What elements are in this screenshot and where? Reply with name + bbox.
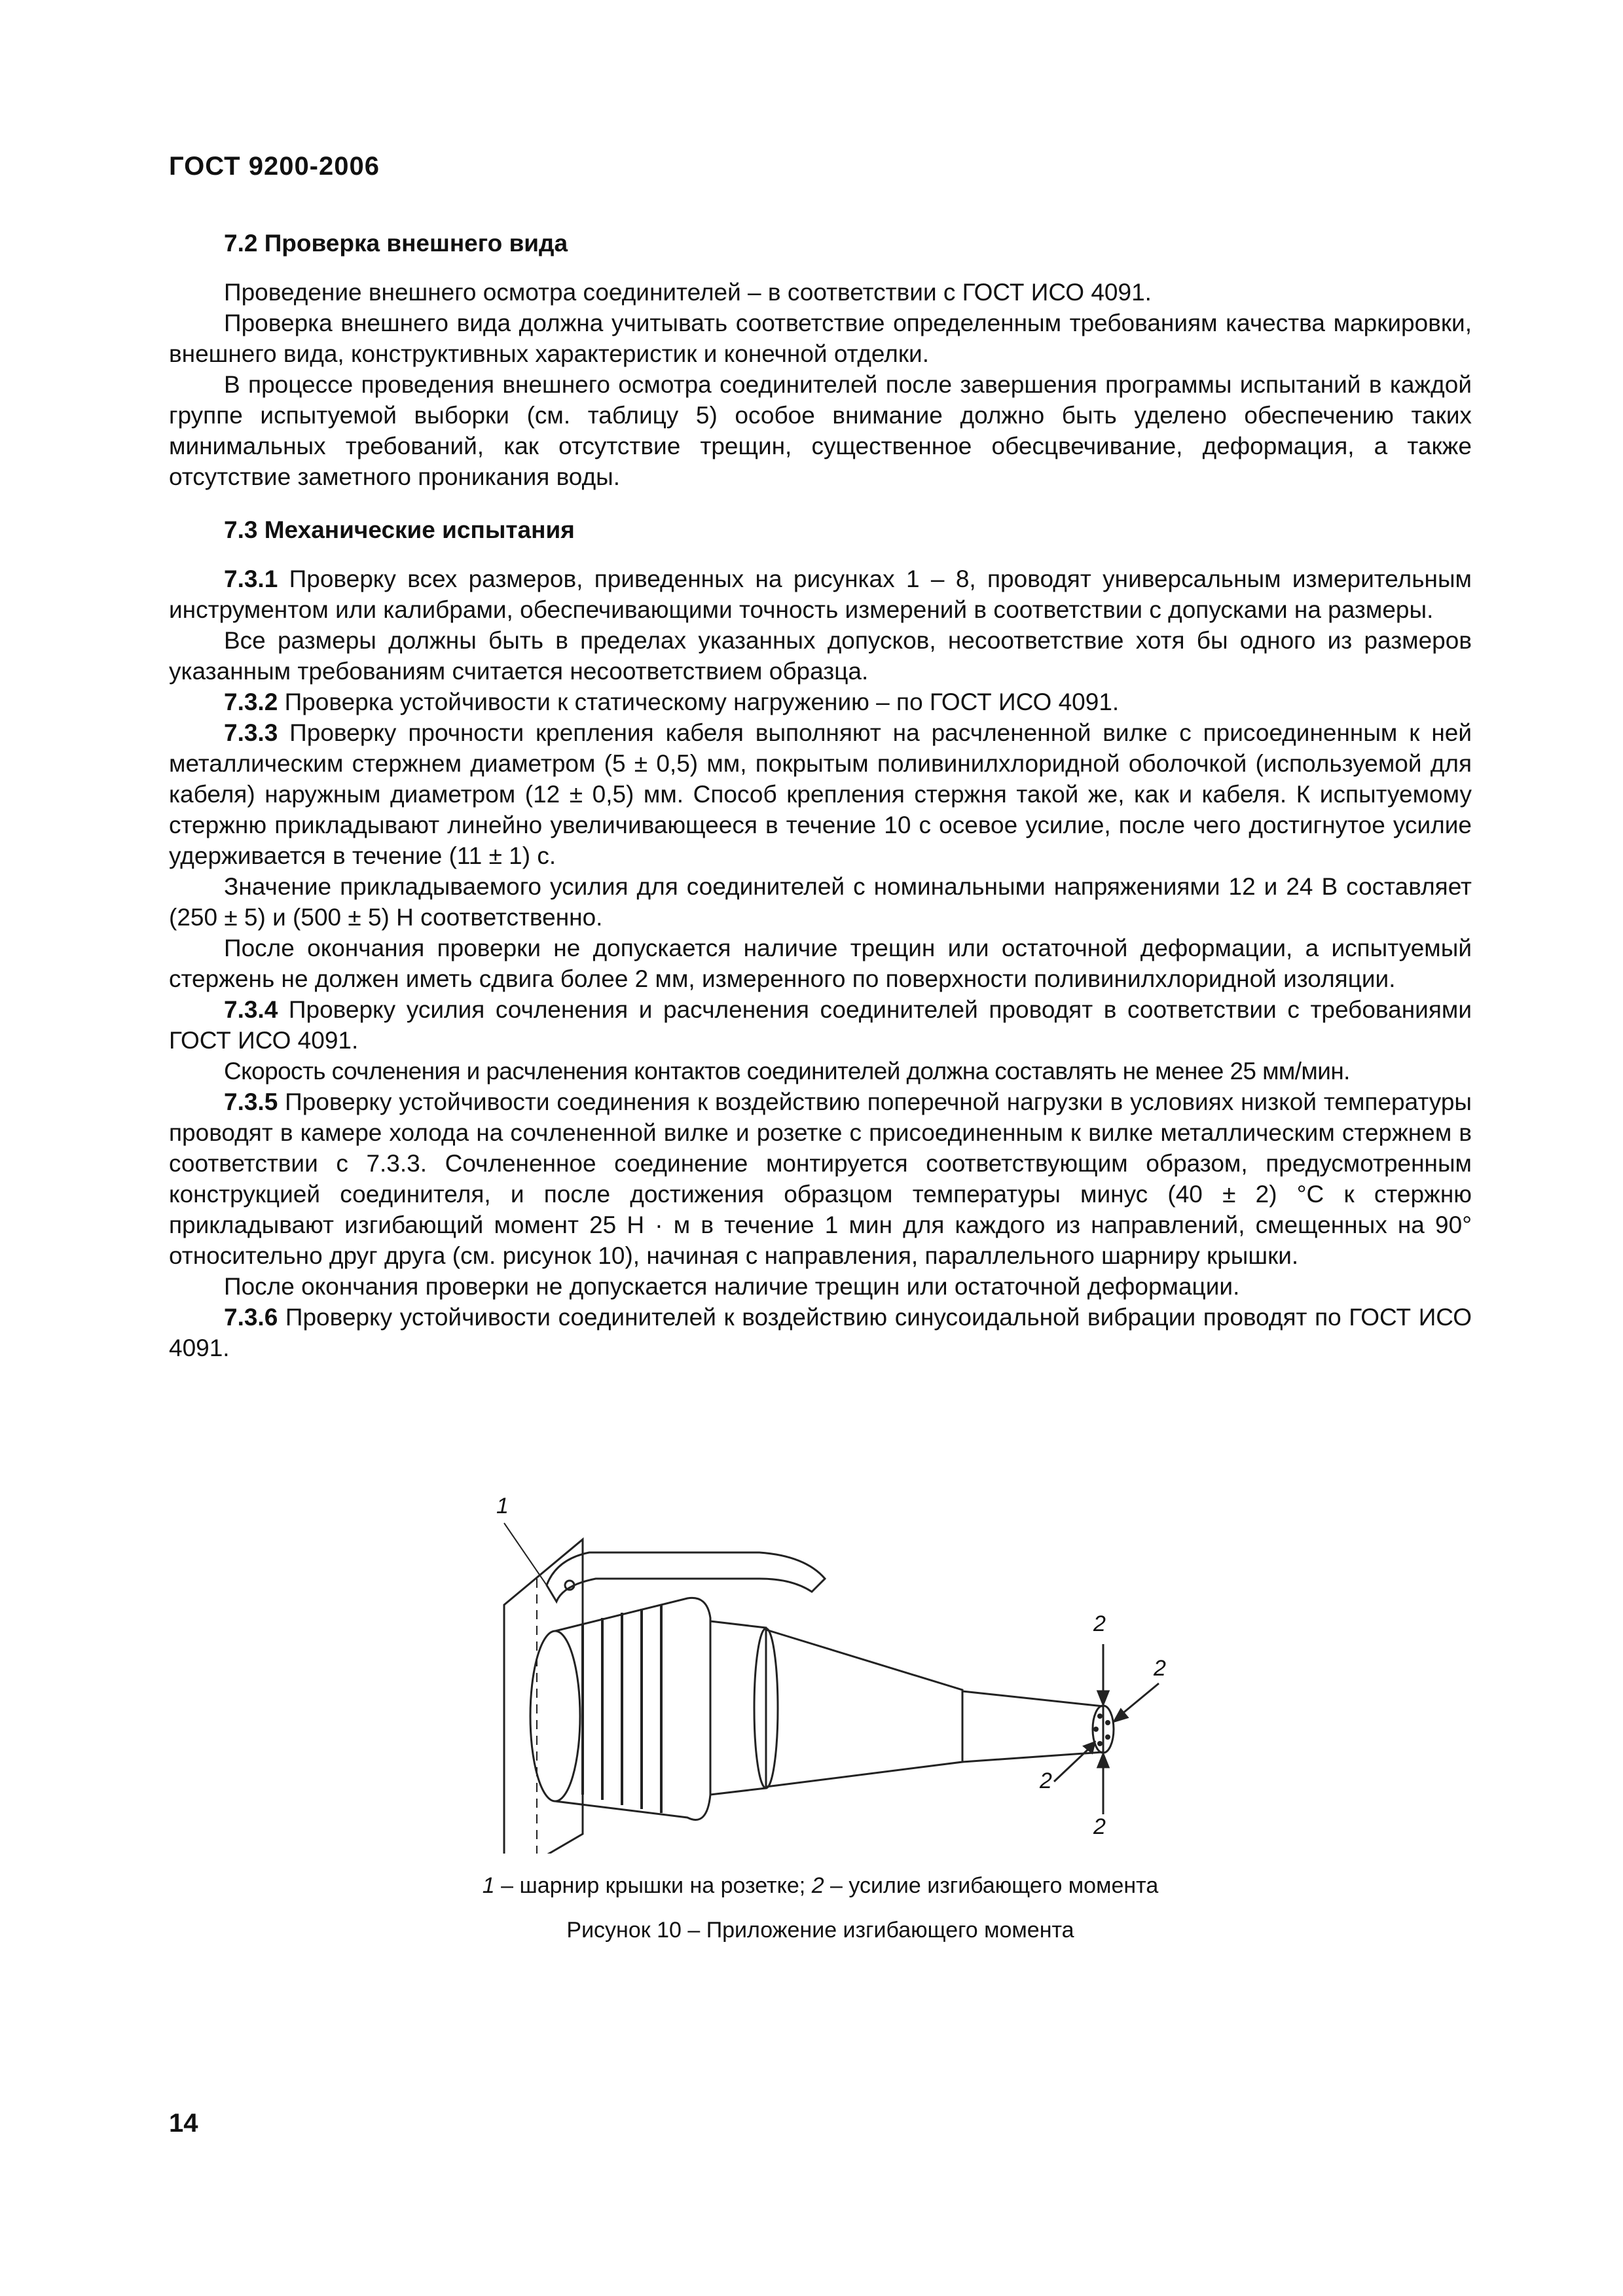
paragraph: После окончания проверки не допускается наличие трещин или остаточной деформации, а испытуемый стержень не должен иметь сдвига более 2 мм, измеренного по поверхности поливинилхлоридной изоляции. (169, 935, 1472, 992)
socket-cover (547, 1552, 825, 1602)
paragraph: Все размеры должны быть в пределах указанных допусков, несоответствие хотя бы одного из размеров указанным требованиям считается несоответствием образца. (169, 627, 1472, 685)
legend-text: – шарнир крышки на розетке; (494, 1873, 812, 1898)
clause-7-3-6 (169, 1302, 1472, 1363)
page-number: 14 (169, 2109, 198, 2138)
plug-cone (766, 1630, 962, 1787)
test-rod (962, 1691, 1103, 1762)
document-body (169, 228, 1472, 1363)
label-2-left: 2 (1040, 1768, 1052, 1793)
clause-text: Проверку устойчивости соединителей к воздействию синусоидальной вибрации проводят по ГОСТ ИСО 4091. (169, 1304, 1472, 1361)
clause-7-3-3 (169, 717, 1472, 871)
label-2-right: 2 (1154, 1656, 1166, 1681)
socket-body (555, 1598, 710, 1820)
legend-text: – усилие изгибающего момента (824, 1873, 1159, 1898)
paragraph: В процессе проведения внешнего осмотра соединителей после завершения программы испытаний в каждой группе испытуемой выборки (см. таблицу 5) особое внимание должно быть уделено обеспечению таких минимальных требований, как отсутствие трещин, существенное обесцвечивание, деформация, а также отсутствие заметного проникания воды. (169, 371, 1472, 490)
clause-number: 7.3.3 (224, 719, 278, 746)
clause-text: Проверка устойчивости к статическому нагружению – по ГОСТ ИСО 4091. (278, 689, 1120, 715)
paragraph: После окончания проверки не допускается наличие трещин или остаточной деформации. (224, 1273, 1240, 1300)
clause-number: 7.3.5 (224, 1088, 278, 1115)
legend-number: 2 (811, 1873, 824, 1898)
socket-face (530, 1631, 580, 1801)
paragraph: Значение прикладываемого усилия для соединителей с номинальными напряжениями 12 и 24 В составляет (250 ± 5) и (500 ± 5) Н соответственно. (169, 873, 1472, 931)
clause-text: Проверку устойчивости соединения к воздействию поперечной нагрузки в условиях низкой температуры проводят в камере холода на сочлененной вилке и розетке с присоединенным к вилке металлическим стержнем в соответствии с 7.3.3. Сочлененное соединение монтируется соответствующим образом, предусмотренным конструкцией соединителя, и после достижения образцом температуры минус (40 ± 2) °С к стержню прикладывают изгибающий момент 25 Н · м в течение 1 мин для каждого из направлений, смещенных на 90° относительно друг друга (см. рисунок 10), начиная с направления, параллельного шарниру крышки. (169, 1088, 1472, 1269)
clause-text: Проверку усилия сочленения и расчленения соединителей проводят в соответствии с требованиями ГОСТ ИСО 4091. (169, 996, 1472, 1054)
clause-7-3-1 (169, 564, 1472, 625)
clause-number: 7.3.2 (224, 689, 278, 715)
clause-7-3-5 (169, 1086, 1472, 1271)
clause-number: 7.3.6 (224, 1304, 278, 1331)
leader-line-1 (504, 1523, 547, 1585)
connector-drawing (484, 1487, 1178, 1854)
document-header: ГОСТ 9200-2006 (169, 152, 380, 181)
force-arrows (1054, 1644, 1159, 1814)
clause-text: Проверку прочности крепления кабеля выполняют на расчлененной вилке с присоединенным к ней металлическим стержнем диаметром (5 ± 0,5) мм, покрытым поливинилхлоридной оболочкой (используемой для кабеля) наружным диаметром (12 ± 0,5) мм. Способ крепления стержня такой же, как и кабеля. К испытуемому стержню прикладывают линейно увеличивающееся в течение 10 с осевое усилие, после чего достигнутое усилие удерживается в течение (11 ± 1) с. (169, 719, 1472, 869)
paragraph: Проведение внешнего осмотра соединителей – в соответствии с ГОСТ ИСО 4091. (224, 279, 1152, 306)
paragraph: Проверка внешнего вида должна учитывать соответствие определенным требованиям качества маркировки, внешнего вида, конструктивных характеристик и конечной отделки. (169, 310, 1472, 367)
clause-number: 7.3.4 (224, 996, 278, 1023)
legend-number: 1 (482, 1873, 495, 1898)
section-7-2-title: 7.2 Проверка внешнего вида (224, 230, 568, 257)
paragraph: Скорость сочленения и расчленения контактов соединителей должна составлять не менее 25 мм/мин. (224, 1058, 1350, 1085)
section-7-3-title: 7.3 Механические испытания (224, 516, 575, 543)
figure-10-drawing (484, 1487, 1178, 1854)
clause-7-3-4 (169, 994, 1472, 1056)
figure-title: Рисунок 10 – Приложение изгибающего момента (566, 1918, 1074, 1943)
label-2-bottom: 2 (1093, 1814, 1106, 1839)
label-1: 1 (496, 1494, 509, 1518)
socket-ribs (583, 1605, 661, 1813)
clause-number: 7.3.1 (224, 565, 278, 592)
clause-7-3-2 (169, 687, 1472, 717)
figure-legend (169, 1873, 1472, 1899)
label-2-top: 2 (1093, 1611, 1106, 1636)
clause-text: Проверку всех размеров, приведенных на рисунках 1 – 8, проводят универсальным измерительным инструментом или калибрами, обеспечивающими точность измерений в соответствии с допусками на размеры. (169, 565, 1472, 623)
